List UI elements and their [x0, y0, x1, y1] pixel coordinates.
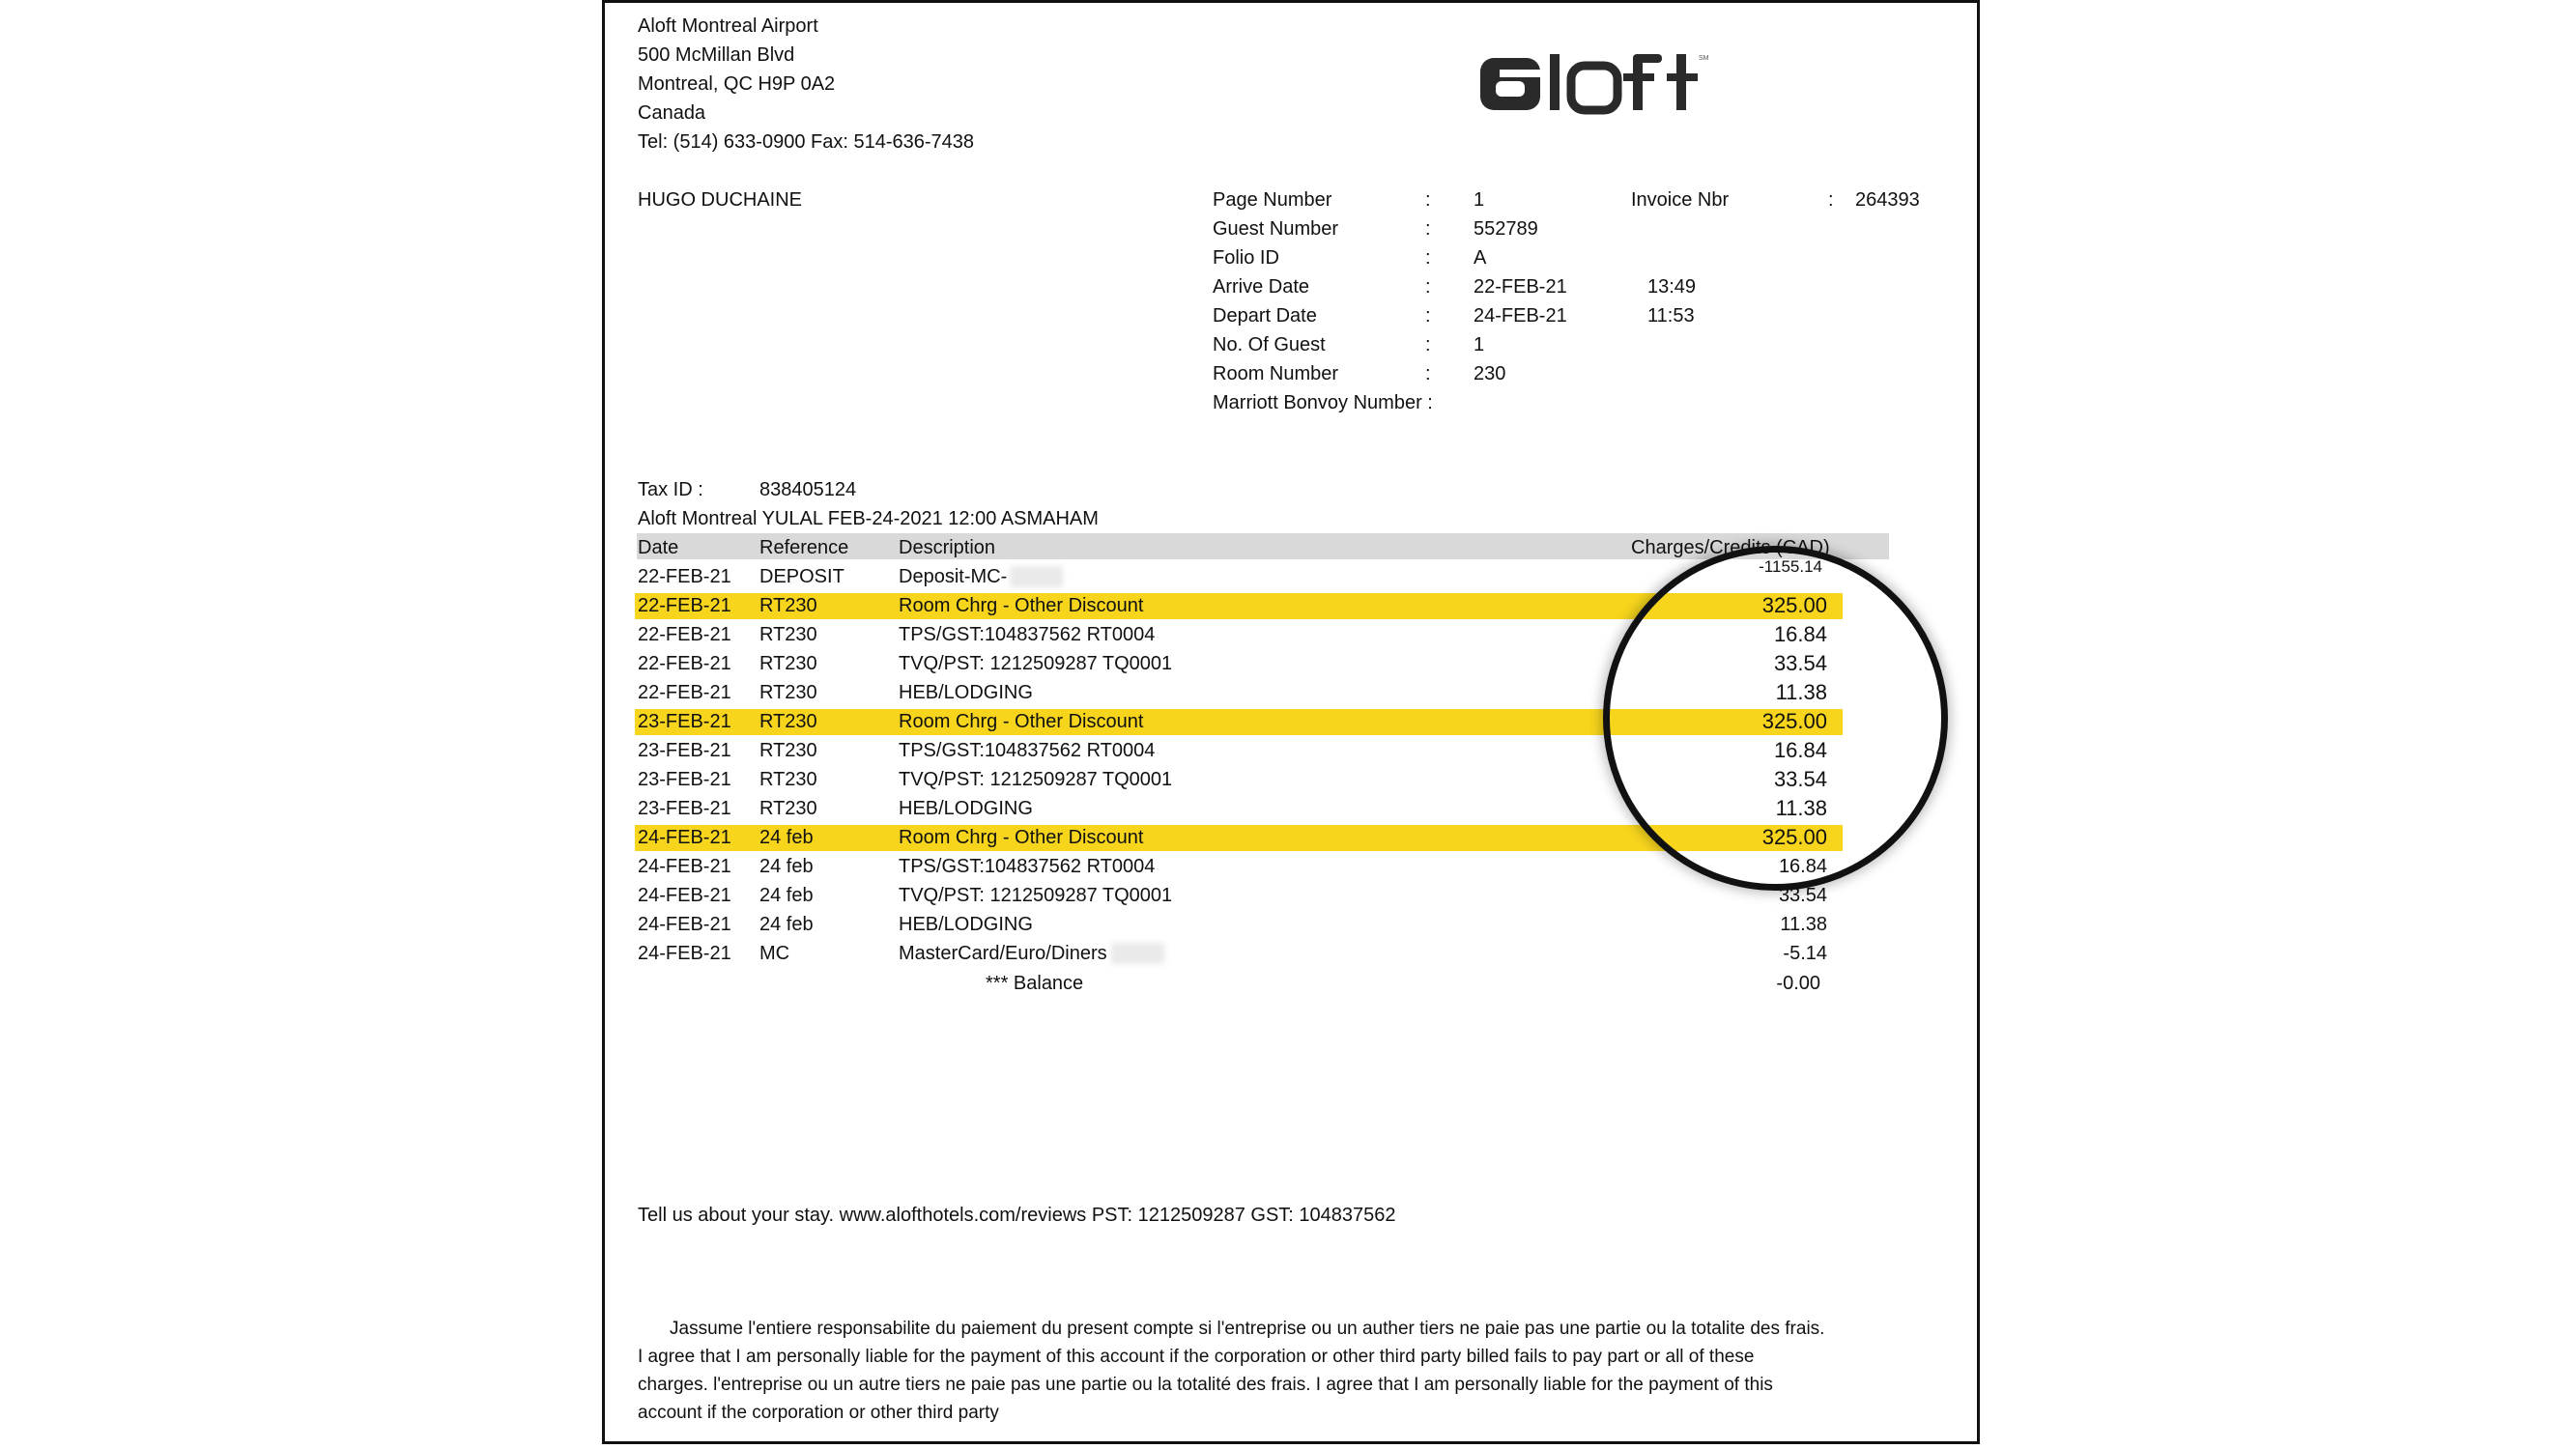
page-number: 1 — [1474, 189, 1485, 211]
row-reference: RT230 — [759, 624, 817, 645]
row-reference: RT230 — [759, 740, 817, 761]
session-line: Aloft Montreal YULAL FEB-24-2021 12:00 ASMAHAM — [638, 508, 1099, 529]
row-date: 22-FEB-21 — [638, 566, 731, 587]
arrive-label: Arrive Date — [1213, 276, 1310, 298]
depart-date: 24-FEB-21 — [1474, 305, 1567, 327]
review-line: Tell us about your stay. www.alofthotels.com/reviews PST: 1212509287 GST: 104837562 — [638, 1205, 1396, 1226]
row-reference: 24 feb — [759, 856, 814, 877]
row-amount: 33.54 — [1778, 885, 1827, 906]
row-reference: RT230 — [759, 682, 817, 703]
col-charges: Charges/Credits (CAD) — [1631, 537, 1830, 558]
row-date: 24-FEB-21 — [638, 827, 731, 848]
row-date: 24-FEB-21 — [638, 914, 731, 935]
invoice-number: 264393 — [1855, 189, 1920, 211]
row-description: HEB/LODGING — [899, 914, 1033, 935]
row-reference: RT230 — [759, 769, 817, 790]
row-reference: RT230 — [759, 798, 817, 819]
colon: : — [1425, 363, 1431, 384]
row-amount: 16.84 — [1773, 738, 1827, 762]
row-date: 22-FEB-21 — [638, 682, 731, 703]
balance-label: *** Balance — [986, 973, 1084, 994]
magnifier-circle — [1603, 546, 1948, 891]
hotel-phone: Tel: (514) 633-0900 Fax: 514-636-7438 — [638, 131, 975, 153]
tax-id: 838405124 — [759, 479, 857, 500]
row-amount: 33.54 — [1773, 767, 1827, 791]
colon: : — [1425, 189, 1431, 211]
row-amount: 16.84 — [1778, 856, 1827, 877]
row-date: 23-FEB-21 — [638, 798, 731, 819]
depart-label: Depart Date — [1213, 305, 1317, 327]
colon: : — [1425, 334, 1431, 355]
row-description: HEB/LODGING — [899, 798, 1033, 819]
row-reference: DEPOSIT — [759, 566, 844, 587]
room-number: 230 — [1474, 363, 1506, 384]
row-description: Room Chrg - Other Discount — [899, 827, 1144, 848]
col-date: Date — [638, 537, 679, 558]
row-amount: 325.00 — [1761, 593, 1827, 617]
row-description: TPS/GST:104837562 RT0004 — [899, 856, 1156, 877]
depart-time: 11:53 — [1647, 305, 1695, 327]
col-description: Description — [899, 537, 996, 558]
row-description: TVQ/PST: 1212509287 TQ0001 — [899, 653, 1173, 674]
row-description: Room Chrg - Other Discount — [899, 711, 1144, 732]
row-amount: 325.00 — [1761, 825, 1827, 849]
hotel-name: Aloft Montreal Airport — [638, 15, 818, 37]
row-description: TPS/GST:104837562 RT0004 — [899, 740, 1156, 761]
guest-name: HUGO DUCHAINE — [638, 189, 803, 211]
colon: : — [1425, 218, 1431, 240]
row-description: TVQ/PST: 1212509287 TQ0001 — [899, 769, 1173, 790]
page-number-label: Page Number — [1213, 189, 1332, 211]
arrive-time: 13:49 — [1647, 276, 1697, 298]
row-reference: RT230 — [759, 653, 817, 674]
svg-text:SM: SM — [1699, 55, 1709, 62]
row-description: TPS/GST:104837562 RT0004 — [899, 624, 1156, 645]
row-date: 24-FEB-21 — [638, 885, 731, 906]
row-description: Room Chrg - Other Discount — [899, 595, 1144, 616]
row-reference: 24 feb — [759, 914, 814, 935]
row-date: 22-FEB-21 — [638, 653, 731, 674]
tax-id-label: Tax ID : — [638, 479, 703, 500]
balance-amount: -0.00 — [1776, 973, 1820, 994]
arrive-date: 22-FEB-21 — [1474, 276, 1567, 298]
row-description: TVQ/PST: 1212509287 TQ0001 — [899, 885, 1173, 906]
row-description: MasterCard/Euro/Diners — [899, 943, 1107, 964]
bonvoy-label: Marriott Bonvoy Number : — [1213, 392, 1433, 413]
guest-count: 1 — [1474, 334, 1485, 355]
row-description: Deposit-MC- — [899, 566, 1008, 587]
row-description: HEB/LODGING — [899, 682, 1033, 703]
colon: : — [1425, 305, 1431, 327]
redacted-card — [1010, 566, 1063, 587]
hotel-street: 500 McMillan Blvd — [638, 44, 795, 66]
redacted-card — [1111, 943, 1164, 964]
row-amount: -5.14 — [1783, 943, 1827, 964]
row-amount: 11.38 — [1780, 914, 1827, 935]
colon: : — [1828, 189, 1834, 211]
guest-number: 552789 — [1474, 218, 1538, 240]
folio-label: Folio ID — [1213, 247, 1279, 269]
colon: : — [1425, 247, 1431, 269]
row-reference: MC — [759, 943, 790, 964]
row-date: 24-FEB-21 — [638, 856, 731, 877]
colon: : — [1425, 276, 1431, 298]
hotel-country: Canada — [638, 102, 706, 124]
folio-id: A — [1474, 247, 1487, 269]
row-date: 23-FEB-21 — [638, 711, 731, 732]
row-amount: 11.38 — [1775, 680, 1827, 704]
row-date: 24-FEB-21 — [638, 943, 731, 964]
row-date: 23-FEB-21 — [638, 740, 731, 761]
row-amount: 33.54 — [1773, 651, 1827, 675]
col-reference: Reference — [759, 537, 849, 558]
row-amount: 325.00 — [1761, 709, 1827, 733]
row-reference: 24 feb — [759, 885, 814, 906]
hotel-city: Montreal, QC H9P 0A2 — [638, 73, 836, 95]
aloft-logo — [1478, 48, 1710, 118]
guest-number-label: Guest Number — [1213, 218, 1339, 240]
row-amount: -1155.14 — [1759, 557, 1822, 576]
row-date: 22-FEB-21 — [638, 595, 731, 616]
row-amount: 11.38 — [1775, 796, 1827, 820]
invoice-label: Invoice Nbr — [1631, 189, 1730, 211]
row-date: 22-FEB-21 — [638, 624, 731, 645]
row-reference: RT230 — [759, 711, 817, 732]
row-date: 23-FEB-21 — [638, 769, 731, 790]
room-label: Room Number — [1213, 363, 1339, 384]
row-reference: 24 feb — [759, 827, 814, 848]
guests-label: No. Of Guest — [1213, 334, 1326, 355]
disclaimer: Jassume l'entiere responsabilite du paiement du present compte si l'entreprise ou un auther tiers ne paie pas une partie ou la totalite des frais. I agree that I am personally liable for the payment of this account if the corporation or other third party billed fails to pay part or all of these charges. l'entreprise ou un autre tiers ne paie pas une partie ou la totalité des frais. I agree that I am personally liable for the payment of this account if the corporation or other third party — [638, 1319, 1825, 1423]
row-reference: RT230 — [759, 595, 817, 616]
row-amount: 16.84 — [1773, 622, 1827, 646]
